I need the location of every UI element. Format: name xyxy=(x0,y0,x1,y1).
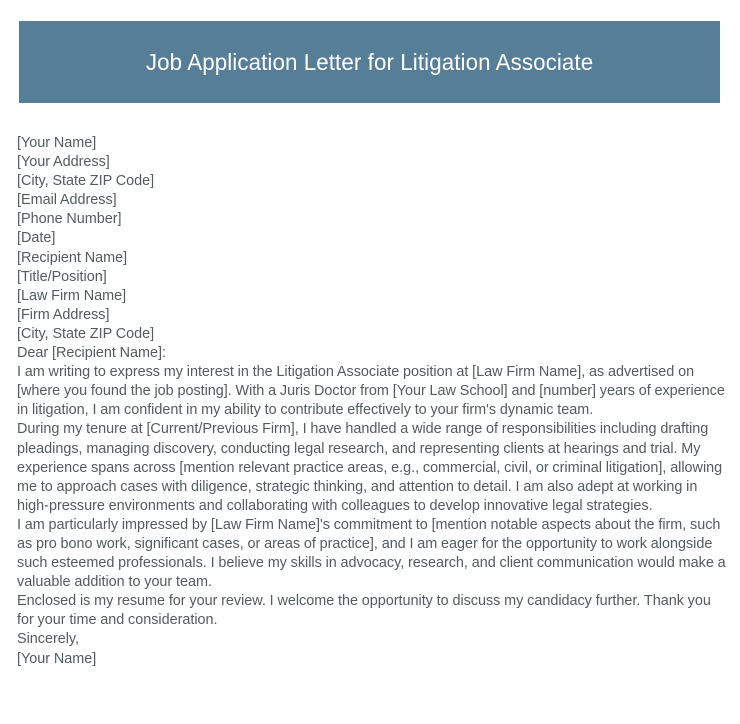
document-header-banner xyxy=(19,21,720,103)
letter-line: [City, State ZIP Code] xyxy=(17,172,155,190)
page-title: Job Application Letter for Litigation Associate xyxy=(145,48,594,75)
letter-line: [Email Address] xyxy=(17,191,117,209)
letter-line: [Law Firm Name] xyxy=(17,286,127,304)
letter-line: [City, State ZIP Code] xyxy=(17,324,155,342)
letter-line: [Firm Address] xyxy=(17,305,110,323)
letter-line: Dear [Recipient Name]: xyxy=(17,344,167,362)
letter-line: I am writing to express my interest in the Litigation Associate position at [Law Firm Name], as advertised on [where you found the job posting]. With a Juris Doctor from [Your Law School] and [number] years of experience in litigation, I am confident in my ability to contribute effectively to your firm's dynamic team. xyxy=(17,363,725,419)
letter-line: Enclosed is my resume for your review. I welcome the opportunity to discuss my candidacy further. Thank you for your time and consideration. xyxy=(17,592,711,629)
letter-line: [Date] xyxy=(17,229,56,247)
letter-line: [Recipient Name] xyxy=(17,248,128,266)
letter-line: [Your Name] xyxy=(17,649,97,667)
letter-line: During my tenure at [Current/Previous Firm], I have handled a wide range of responsibilities including drafting pleadings, managing discovery, conducting legal research, and representing clients at hearings and trial. My experience spans across [mention relevant practice areas, e.g., commercial, civil, or criminal litigation], allowing me to approach cases with diligence, strategic thinking, and attention to detail. I am also adept at working in high-pressure environments and collaborating with colleagues to develop innovative legal strategies. xyxy=(17,420,723,514)
letter-line: [Title/Position] xyxy=(17,267,107,285)
letter-line: Sincerely, xyxy=(17,630,80,648)
letter-line: [Phone Number] xyxy=(17,210,122,228)
letter-body xyxy=(17,133,727,668)
letter-line: [Your Name] xyxy=(17,134,97,151)
letter-line: I am particularly impressed by [Law Firm Name]'s commitment to [mention notable aspects about the firm, such as pro bono work, significant cases, or areas of practice], and I am eager for the opportunity to work alongside such esteemed professionals. I believe my skills in advocacy, research, and client communication would make a valuable addition to your team. xyxy=(17,515,726,591)
letter-line: [Your Address] xyxy=(17,153,110,171)
